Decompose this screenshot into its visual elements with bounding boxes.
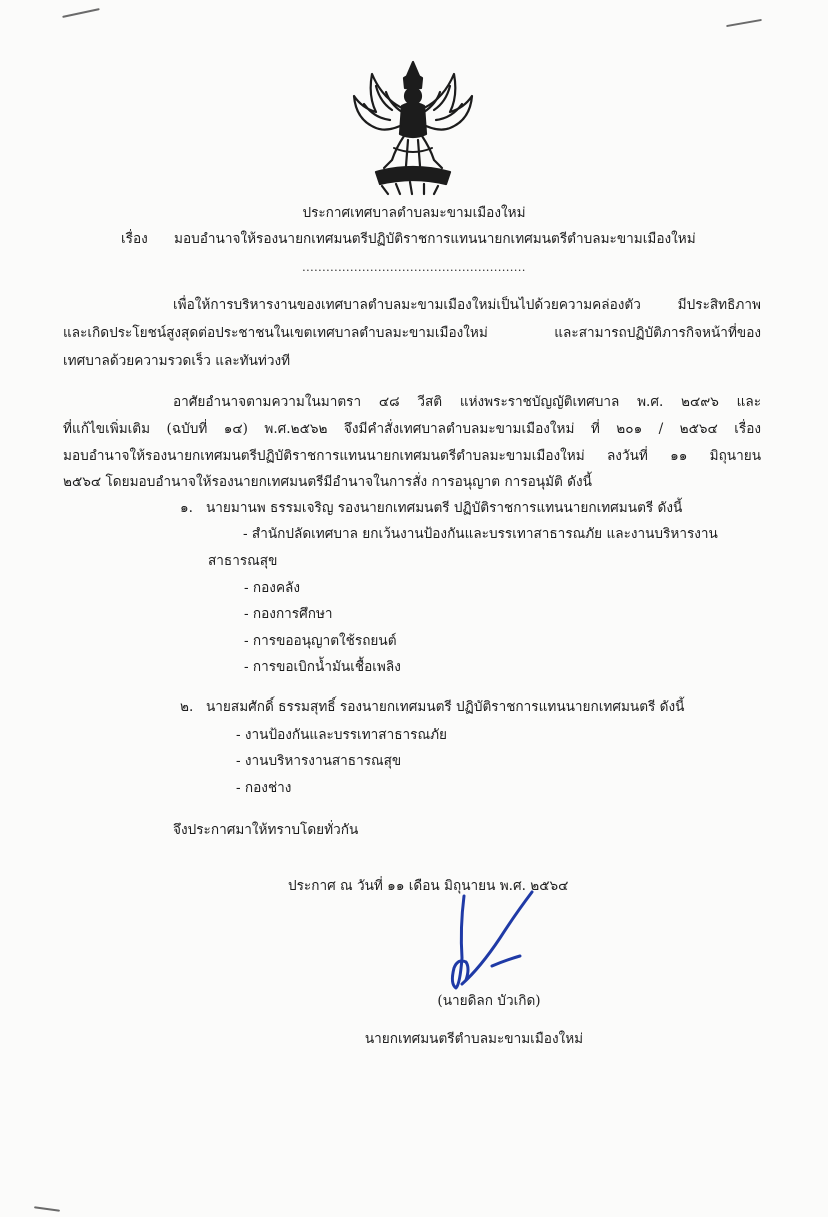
item-1-number: ๑. [180, 500, 193, 516]
issuer-title: ประกาศเทศบาลตำบลมะขามเมืองใหม่ [302, 205, 526, 221]
item-2-heading: นายสมศักดิ์ ธรรมสุทธิ์ รองนายกเทศมนตรี ปฏิบัติราชการแทนนายกเทศมนตรี ดังนี้ [206, 699, 685, 715]
item-1-bullet: - การขออนุญาตใช้รถยนต์ [244, 633, 397, 649]
header-separator: ........................................................ [302, 261, 526, 274]
closing-line: จึงประกาศมาให้ทราบโดยทั่วกัน [173, 822, 359, 838]
garuda-emblem [346, 56, 480, 198]
item-1-bullet: - การขอเบิกน้ำมันเชื้อเพลิง [244, 659, 401, 675]
signatory-name: (นายดิลก บัวเกิด) [437, 993, 541, 1009]
paragraph-1-line: เทศบาลด้วยความรวดเร็ว และทันท่วงที [63, 353, 291, 369]
paragraph-2-line: อาศัยอำนาจตามความในมาตรา ๔๘ วีสติ แห่งพระราชบัญญัติเทศบาล พ.ศ. ๒๔๙๖ และ [173, 394, 761, 410]
subject-label: เรื่อง [121, 231, 148, 247]
item-1-first-cont: สาธารณสุข [208, 553, 278, 569]
item-1-bullet: - กองการศึกษา [244, 606, 333, 622]
item-2-bullet: - งานป้องกันและบรรเทาสาธารณภัย [236, 727, 447, 743]
item-2-bullet: - กองช่าง [236, 780, 292, 796]
item-2-number: ๒. [180, 699, 194, 715]
dateline: ประกาศ ณ วันที่ ๑๑ เดือน มิถุนายน พ.ศ. ๒๕๖๔ [288, 878, 569, 894]
paragraph-1-line: เพื่อให้การบริหารงานของเทศบาลตำบลมะขามเมืองใหม่เป็นไปด้วยความคล่องตัว มีประสิทธิภาพ [173, 297, 761, 313]
paragraph-2-line: มอบอำนาจให้รองนายกเทศมนตรีปฏิบัติราชการแทนนายกเทศมนตรีตำบลมะขามเมืองใหม่ ลงวันที่ ๑๑ มิถุนายน [63, 448, 761, 464]
paragraph-2-line: ๒๕๖๔ โดยมอบอำนาจให้รองนายกเทศมนตรีมีอำนาจในการสั่ง การอนุญาต การอนุมัติ ดังนี้ [63, 474, 592, 490]
scan-mark [62, 8, 100, 18]
scan-mark [34, 1206, 60, 1212]
item-2-bullet: - งานบริหารงานสาธารณสุข [236, 753, 402, 769]
subject-text: มอบอำนาจให้รองนายกเทศมนตรีปฏิบัติราชการแทนนายกเทศมนตรีตำบลมะขามเมืองใหม่ [174, 231, 696, 247]
scan-mark [726, 19, 762, 27]
item-1-heading: นายมานพ ธรรมเจริญ รองนายกเทศมนตรี ปฏิบัติราชการแทนนายกเทศมนตรี ดังนี้ [206, 500, 683, 516]
paragraph-1-line: และเกิดประโยชน์สูงสุดต่อประชาชนในเขตเทศบาลตำบลมะขามเมืองใหม่ และสามารถปฏิบัติภารกิจหน้าที่ของ [63, 325, 761, 341]
signatory-position: นายกเทศมนตรีตำบลมะขามเมืองใหม่ [364, 1031, 584, 1047]
item-1-first-line: - สำนักปลัดเทศบาล ยกเว้นงานป้องกันและบรรเทาสาธารณภัย และงานบริหารงาน [243, 526, 718, 542]
paragraph-2-line: ที่แก้ไขเพิ่มเติม (ฉบับที่ ๑๔) พ.ศ.๒๕๖๒ จึงมีคำสั่งเทศบาลตำบลมะขามเมืองใหม่ ที่ ๒๐๑ / ๒๕๖๔ เรื่อง [63, 421, 761, 437]
signature [436, 888, 536, 1000]
item-1-bullet: - กองคลัง [244, 580, 301, 596]
